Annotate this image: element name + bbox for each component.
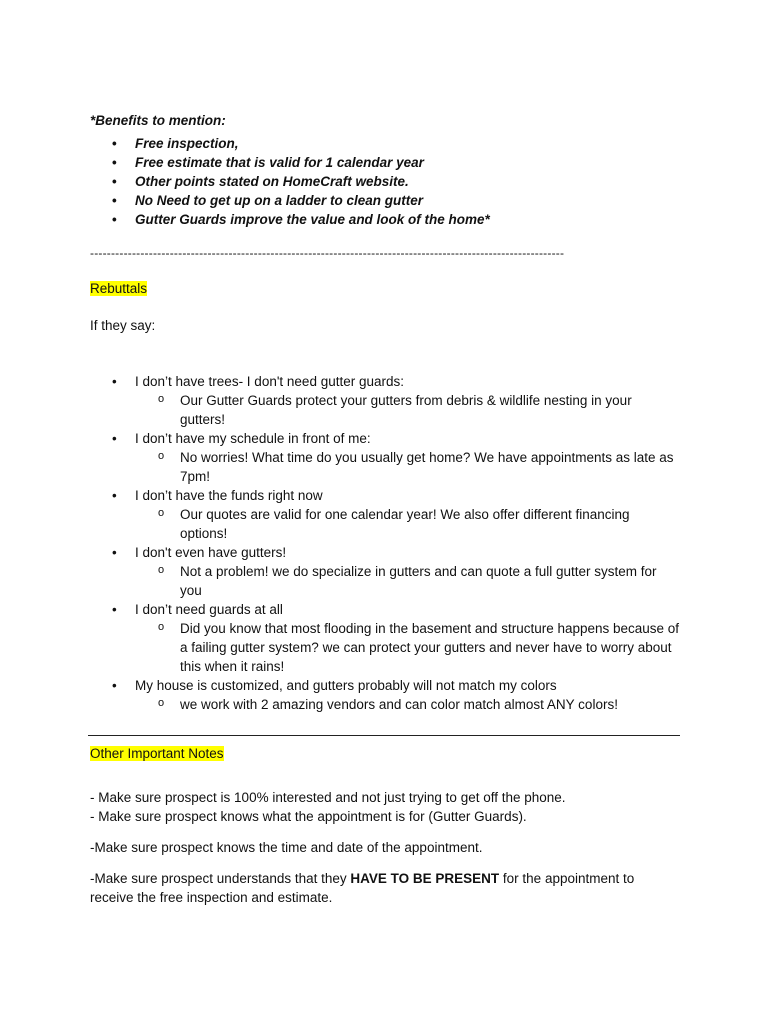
- rebuttals-intro: If they say:: [90, 318, 156, 333]
- note-text: -Make sure prospect understands that they: [90, 871, 351, 886]
- rebuttal-item: [90, 543, 680, 600]
- benefit-item: • Gutter Guards improve the value and look of the home*: [90, 210, 490, 229]
- objection-text: I don't even have gutters!: [135, 545, 287, 560]
- benefit-item: • Other points stated on HomeCraft website.: [90, 172, 490, 191]
- objection-text: I don’t have my schedule in front of me:: [135, 431, 371, 446]
- note-line: - Make sure prospect is 100% interested and not just trying to get off the phone.: [90, 790, 566, 805]
- rebuttal-item: [90, 676, 680, 714]
- rebuttal-item: [90, 429, 680, 486]
- response-text: o Did you know that most flooding in the basement and structure happens because of a failing gutter system? we can protect your gutters and never have to worry about this when it rains!: [135, 619, 680, 676]
- rebuttals-heading-text: Rebuttals: [90, 281, 148, 296]
- horizontal-rule: [88, 735, 680, 736]
- rebuttals-list: [90, 372, 680, 714]
- response-text: o we work with 2 amazing vendors and can color match almost ANY colors!: [135, 695, 680, 714]
- benefits-list: [90, 134, 490, 229]
- note-emphasis: HAVE TO BE PRESENT: [350, 871, 500, 886]
- rebuttal-item: [90, 486, 680, 543]
- notes-heading: [90, 746, 224, 761]
- response-text: o Our Gutter Guards protect your gutters from debris & wildlife nesting in your gutters!: [135, 391, 680, 429]
- note-line: -Make sure prospect knows the time and date of the appointment.: [90, 840, 483, 855]
- response-text: o Not a problem! we do specialize in gutters and can quote a full gutter system for you: [135, 562, 680, 600]
- rebuttal-item: [90, 372, 680, 429]
- objection-text: I don’t have trees- I don't need gutter guards:: [135, 374, 404, 389]
- benefits-heading: *Benefits to mention:: [90, 113, 226, 128]
- objection-text: My house is customized, and gutters probably will not match my colors: [135, 678, 557, 693]
- dashed-separator: -----------------------------------------------------------------------------------------------------------------: [90, 246, 565, 260]
- rebuttal-item: [90, 600, 680, 676]
- notes-heading-text: Other Important Notes: [90, 746, 224, 761]
- benefit-item: • Free inspection,: [90, 134, 490, 153]
- rebuttals-heading: [90, 281, 147, 296]
- response-text: o Our quotes are valid for one calendar year! We also offer different financing options!: [135, 505, 680, 543]
- note-text: for the appointment to receive the free inspection and estimate.: [90, 871, 635, 905]
- objection-text: I don’t have the funds right now: [135, 488, 323, 503]
- benefit-item: • Free estimate that is valid for 1 calendar year: [90, 153, 490, 172]
- note-line: [90, 869, 680, 907]
- notes-body: [90, 788, 680, 907]
- benefit-item: • No Need to get up on a ladder to clean gutter: [90, 191, 490, 210]
- objection-text: I don’t need guards at all: [135, 602, 283, 617]
- note-line: - Make sure prospect knows what the appointment is for (Gutter Guards).: [90, 809, 527, 824]
- response-text: o No worries! What time do you usually get home? We have appointments as late as 7pm!: [135, 448, 680, 486]
